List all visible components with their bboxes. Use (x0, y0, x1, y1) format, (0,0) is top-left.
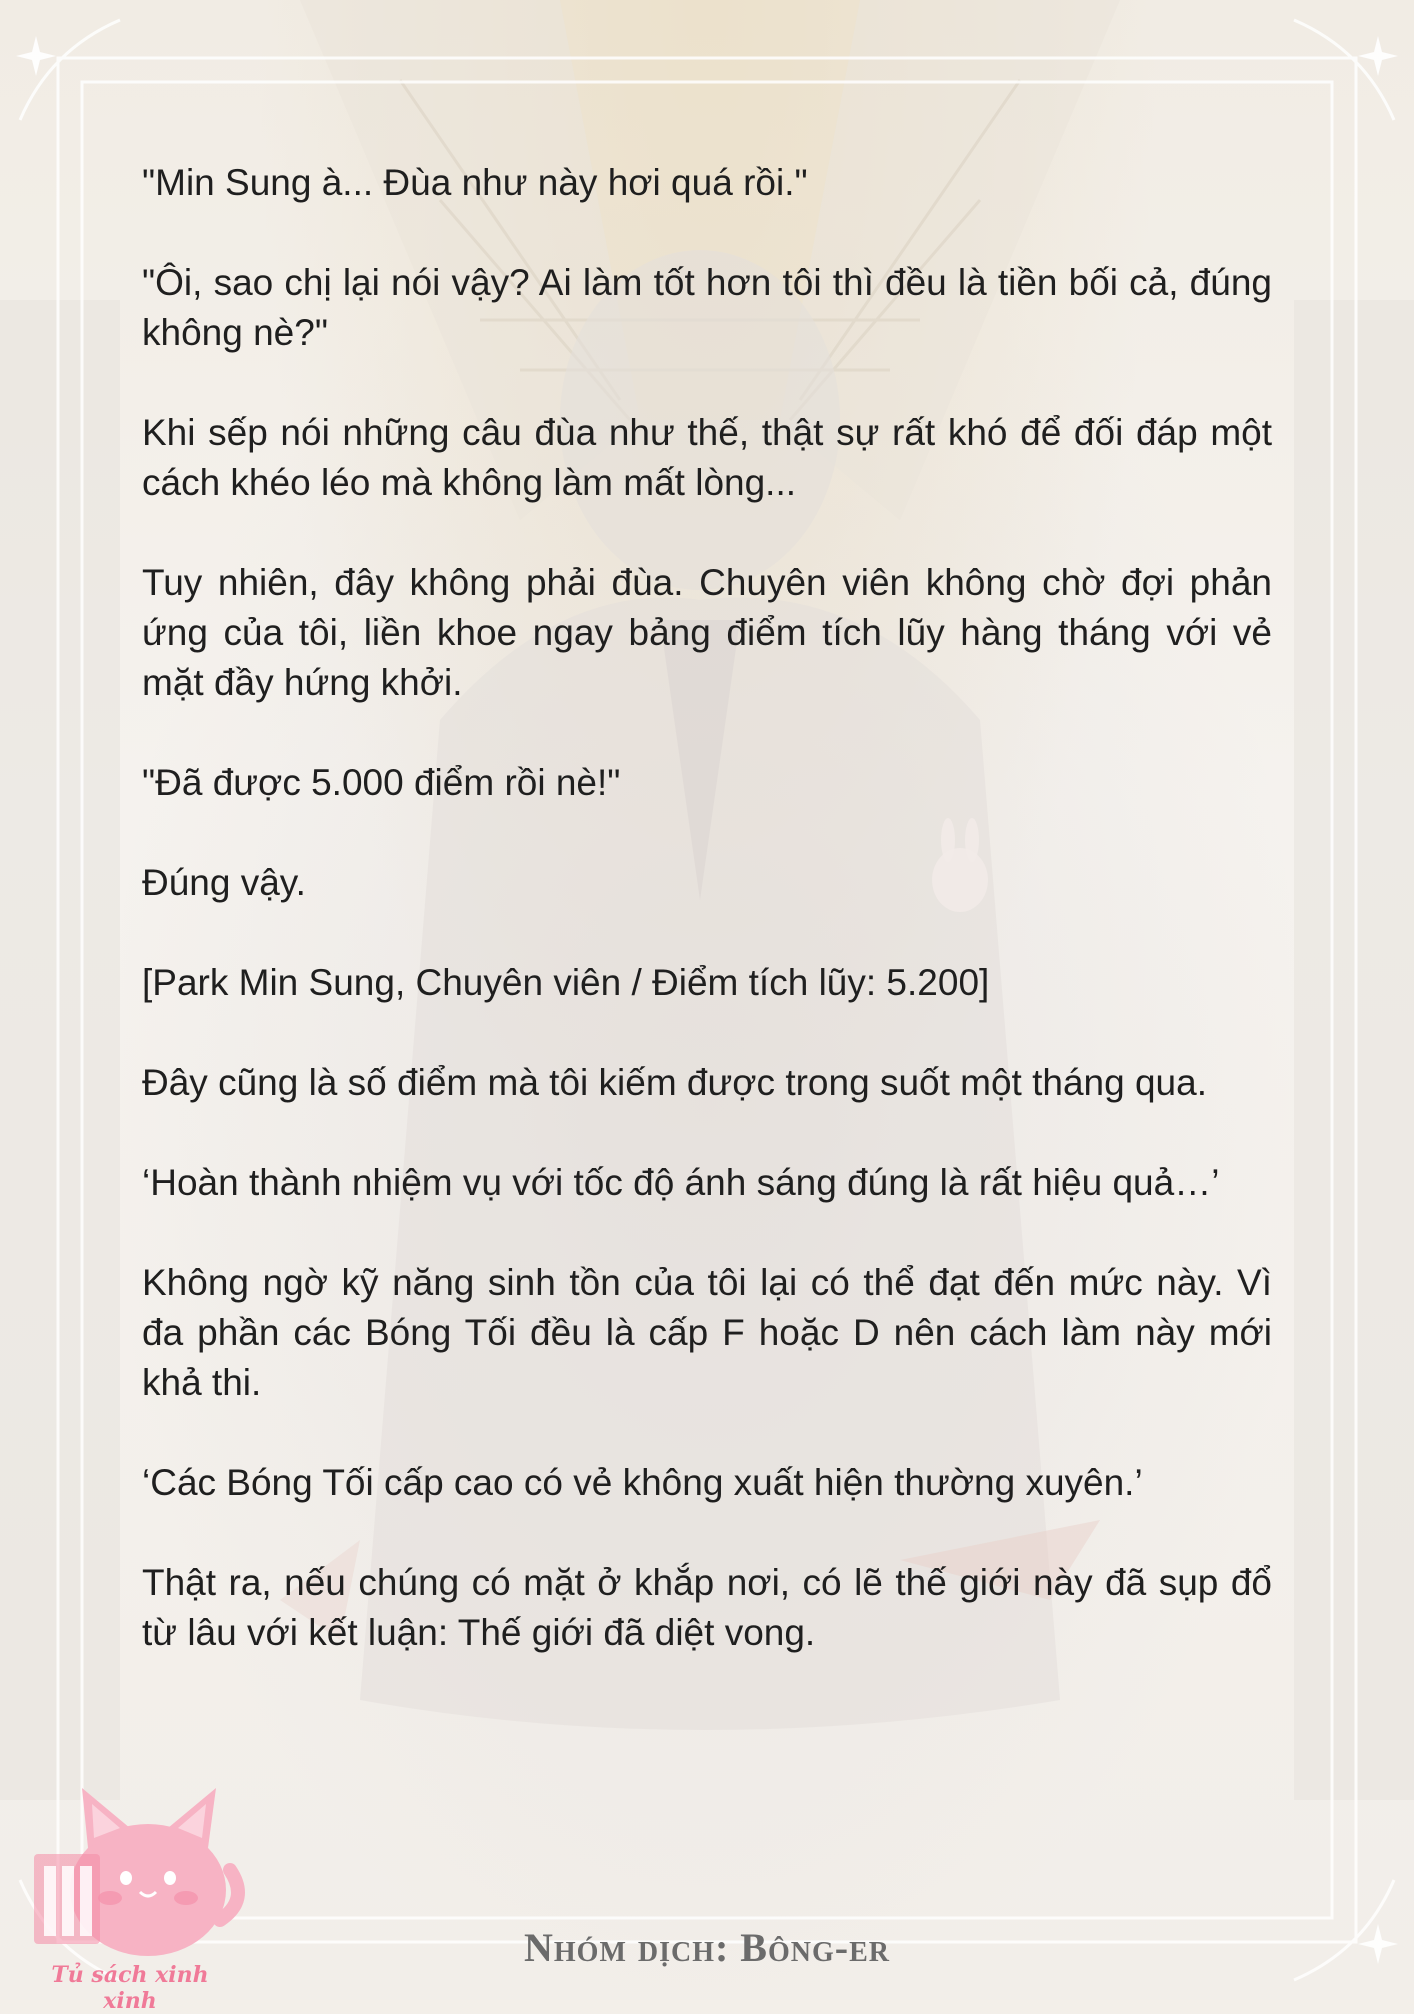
paragraph: Thật ra, nếu chúng có mặt ở khắp nơi, có lẽ thế giới này đã sụp đổ từ lâu với kết luận: Thế giới đã diệt vong. (142, 1562, 1272, 1653)
paragraph: Không ngờ kỹ năng sinh tồn của tôi lại có thể đạt đến mức này. Vì đa phần các Bóng Tối đều là cấp F hoặc D nên cách làm này mới khả thi. (142, 1262, 1272, 1403)
paragraph: Khi sếp nói những câu đùa như thế, thật sự rất khó để đối đáp một cách khéo léo mà không làm mất lòng... (142, 412, 1272, 503)
paragraph: [Park Min Sung, Chuyên viên / Điểm tích lũy: 5.200] (142, 962, 990, 1003)
paragraph: Đây cũng là số điểm mà tôi kiếm được trong suốt một tháng qua. (142, 1062, 1207, 1103)
paragraph: ‘Các Bóng Tối cấp cao có vẻ không xuất hiện thường xuyên.’ (142, 1462, 1143, 1503)
paragraph: "Đã được 5.000 điểm rồi nè!" (142, 762, 621, 803)
paragraph: Đúng vậy. (142, 862, 306, 903)
paragraph: "Min Sung à... Đùa như này hơi quá rồi." (142, 162, 808, 203)
paragraph: ‘Hoàn thành nhiệm vụ với tốc độ ánh sáng đúng là rất hiệu quả…’ (142, 1162, 1220, 1203)
paragraph: "Ôi, sao chị lại nói vậy? Ai làm tốt hơn tôi thì đều là tiền bối cả, đúng không nè?" (142, 262, 1272, 353)
story-text (142, 158, 1272, 1658)
logo-text: Tủ sách xinh xinh (51, 1962, 209, 2014)
translator-credit: Nhóm dịch: Bông-er (524, 1925, 890, 1970)
paragraph: Tuy nhiên, đây không phải đùa. Chuyên viên không chờ đợi phản ứng của tôi, liền khoe ngay bảng điểm tích lũy hàng tháng với vẻ mặt đầy hứng khởi. (142, 562, 1272, 703)
